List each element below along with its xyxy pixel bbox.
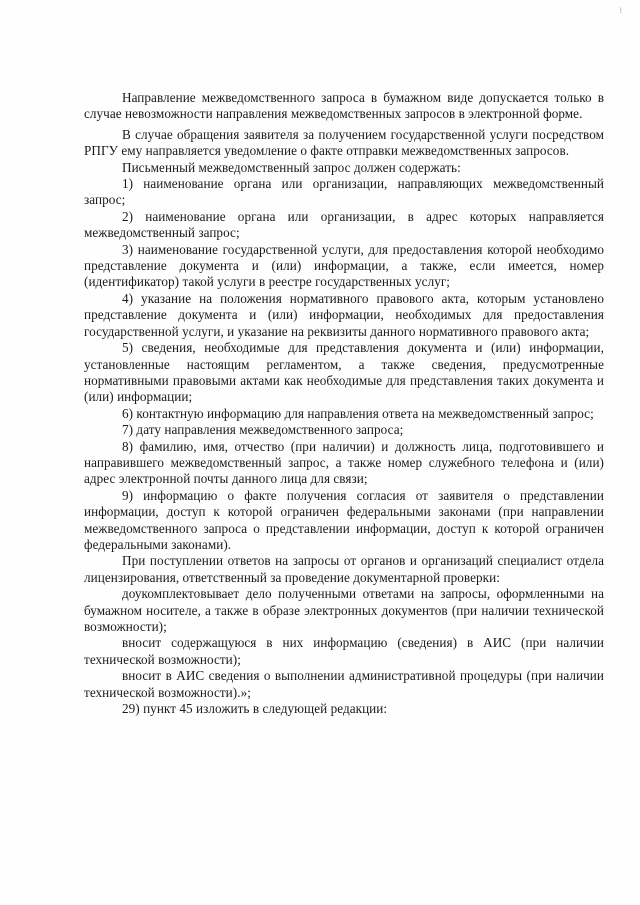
list-item-9: 9) информацию о факте получения согласия от заявителя о представлении информации, доступ к которой ограничен федеральными законами (при направлении межведомственного запроса о представлении информации, доступ к которой ограничен федеральными законами). [84, 487, 604, 552]
list-item-8: 8) фамилию, имя, отчество (при наличии) и должность лица, подготовившего и направившего межведомственный запрос, а также номер служебного телефона и (или) адрес электронной почты данного лица для связи; [84, 438, 604, 487]
paragraph-enter-procedure: вносит в АИС сведения о выполнении административной процедуры (при наличии технической возможности).»; [84, 668, 604, 700]
paragraph-enter-info: вносит содержащуюся в них информацию (сведения) в АИС (при наличии технической возможности); [84, 635, 604, 667]
paragraph-rpgu-notice: В случае обращения заявителя за получением государственной услуги посредством РПГУ ему направляется уведомление о факте отправки межведомственных запросов. [84, 126, 604, 159]
list-item-7: 7) дату направления межведомственного запроса; [122, 422, 404, 438]
paragraph-complete-file: доукомплектовывает дело полученными ответами на запросы, оформленными на бумажном носителе, а также в образе электронных документов (при наличии технической возможности); [84, 586, 604, 634]
list-item-4: 4) указание на положения нормативного правового акта, которым установлено представление документа и (или) информации, необходимых для предоставления государственной услуги, и указание на реквизиты данного нормативного правового акта; [84, 290, 604, 339]
corner-mark: ⁞ [619, 6, 622, 15]
paragraph-paper-request: Направление межведомственного запроса в бумажном виде допускается только в случае невозможности направления межведомственных запросов в электронной форме. [84, 90, 604, 122]
list-item-6: 6) контактную информацию для направления ответа на межведомственный запрос; [122, 405, 594, 421]
paragraph-responses: При поступлении ответов на запросы от органов и организаций специалист отдела лицензирования, ответственный за проведение документарной проверки: [84, 553, 604, 585]
list-item-2: 2) наименование органа или организации, в адрес которых направляется межведомственный запрос; [84, 208, 604, 241]
document-body [84, 90, 604, 717]
list-item-5: 5) сведения, необходимые для представления документа и (или) информации, установленные настоящим регламентом, а также сведения, предусмотренные нормативными правовыми актами как необходимые для представления таких документа и (или) информации; [84, 340, 604, 405]
list-item-3: 3) наименование государственной услуги, для предоставления которой необходимо представление документа и (или) информации, а также, если имеется, номер (идентификатор) такой услуги в реестре государственных услуг; [84, 241, 604, 290]
paragraph-point-45: 29) пункт 45 изложить в следующей редакции: [122, 701, 388, 717]
paragraph-request-contents: Письменный межведомственный запрос должен содержать: [122, 159, 461, 175]
list-item-1: 1) наименование органа или организации, направляющих межведомственный запрос; [84, 176, 604, 208]
